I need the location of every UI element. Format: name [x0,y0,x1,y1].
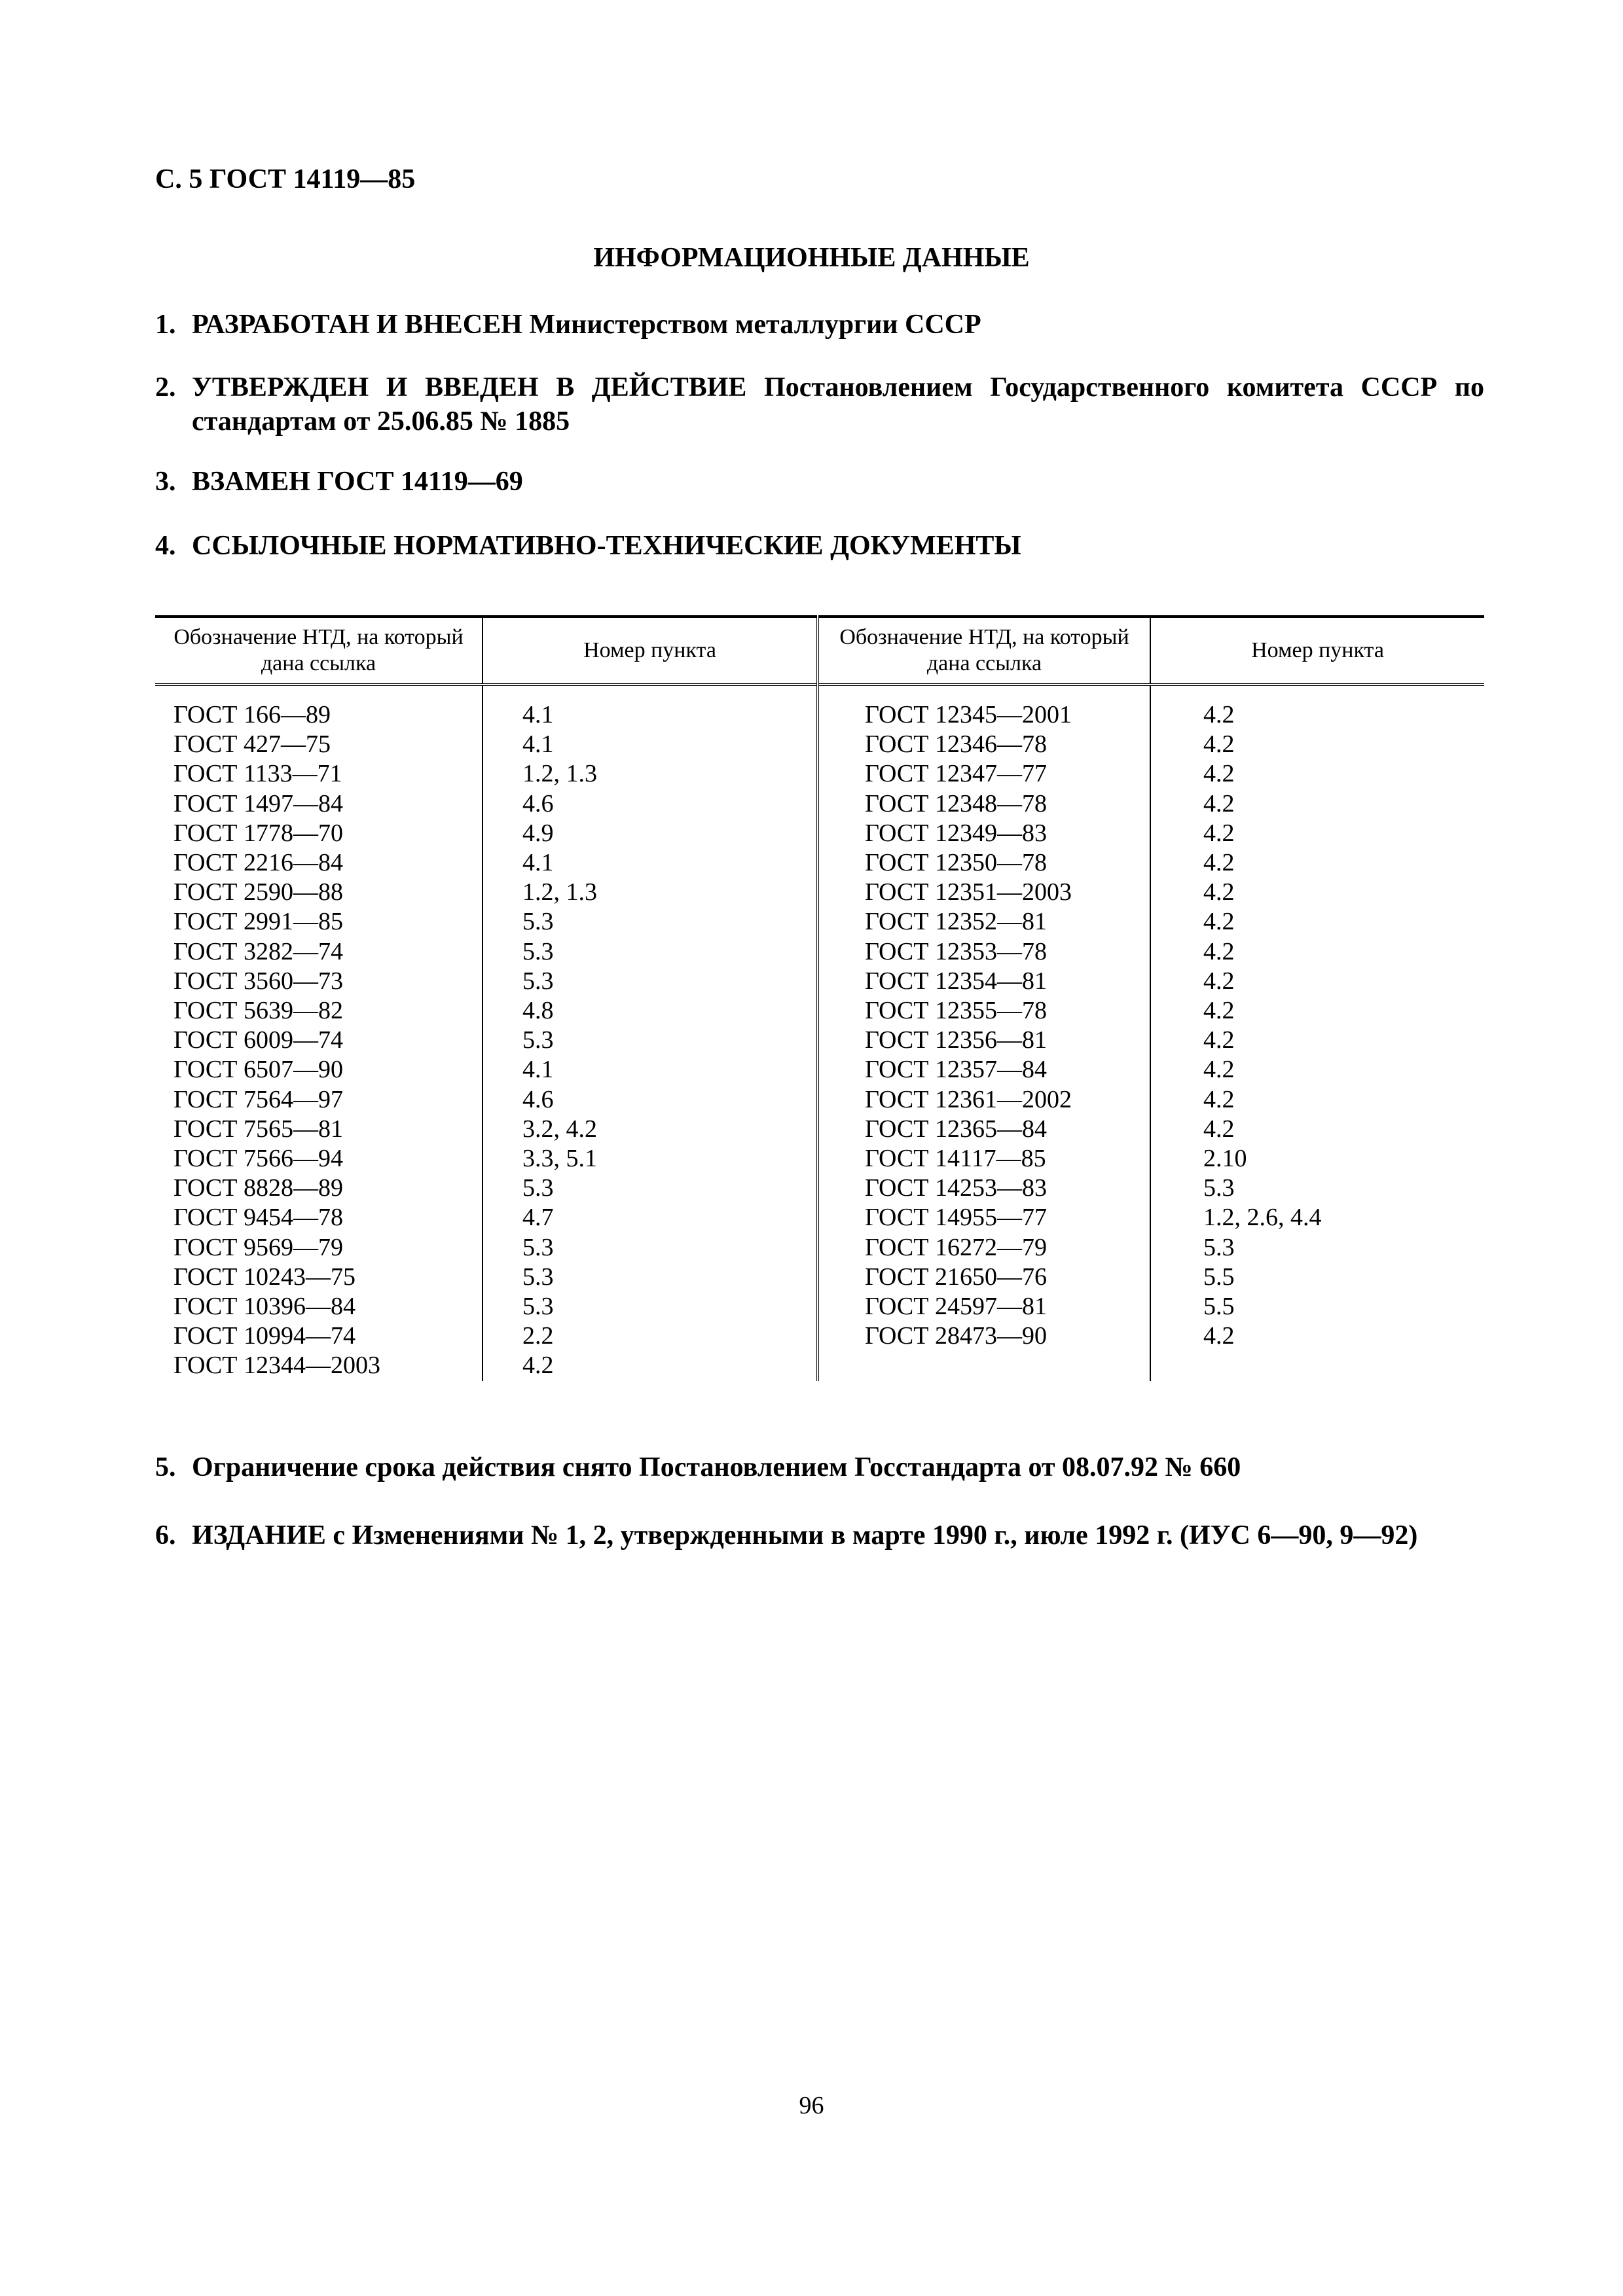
clause-cell: 4.1 [483,685,818,730]
page-header: С. 5 ГОСТ 14119—85 [155,164,416,194]
document-cell: ГОСТ 10994—74 [173,1322,356,1350]
table-row [155,685,1484,730]
document-cell: ГОСТ 12353—78 [818,937,1150,967]
table-row [155,967,1484,996]
table-row [155,1351,1484,1380]
document-cell: ГОСТ 12365—84 [818,1115,1150,1144]
document-cell: ГОСТ 427—75 [173,730,331,759]
document-cell: ГОСТ 6507—90 [173,1056,343,1084]
clause-cell: 4.2 [1150,878,1484,907]
clause-cell: 1.2, 1.3 [483,759,818,789]
document-cell: ГОСТ 12355—78 [818,996,1150,1026]
document-cell: ГОСТ 12344—2003 [173,1352,380,1380]
clause-cell: 4.9 [483,819,818,848]
item-number: 3. [155,467,176,497]
clause-cell: 4.2 [483,1351,818,1380]
document-cell: ГОСТ 7564—97 [173,1085,343,1113]
item-body [155,1450,1484,1484]
table-row [155,1233,1484,1263]
item-1 [155,308,1484,342]
item-body [155,1518,1484,1552]
document-cell [818,1351,1150,1380]
document-cell: ГОСТ 12348—78 [818,789,1150,819]
document-cell: ГОСТ 3282—74 [173,937,343,965]
clause-cell: 5.5 [1150,1292,1484,1321]
clause-cell: 3.2, 4.2 [483,1115,818,1144]
table-row [155,878,1484,907]
clause-cell: 4.2 [1150,1321,1484,1351]
document-cell: ГОСТ 12345—2001 [818,685,1150,730]
item-number: 6. [155,1520,176,1551]
clause-cell: 5.5 [1150,1263,1484,1292]
document-cell: ГОСТ 2991—85 [173,908,343,936]
clause-cell: 4.6 [483,789,818,819]
clause-cell: 3.3, 5.1 [483,1144,818,1174]
table-row [155,1203,1484,1232]
item-body [155,465,1484,499]
clause-cell: 4.2 [1150,907,1484,937]
table-row [155,996,1484,1026]
clause-cell [1150,1351,1484,1380]
document-cell: ГОСТ 12357—84 [818,1055,1150,1085]
column-header-document: Обозначение НТД, на который дана ссылка [818,617,1150,685]
document-cell: ГОСТ 2590—88 [173,878,343,906]
document-cell: ГОСТ 12350—78 [818,848,1150,878]
item-number: 2. [155,372,176,403]
item-text: Министерством металлургии СССР [522,310,981,340]
table-row [155,789,1484,819]
item-4 [155,529,1484,563]
clause-cell: 5.3 [483,1174,818,1203]
table-row [155,1321,1484,1351]
item-number: 4. [155,531,176,561]
document-cell: ГОСТ 1133—71 [173,760,342,788]
clause-cell: 5.3 [483,1026,818,1055]
clause-cell: 5.3 [483,1263,818,1292]
clause-cell: 4.2 [1150,685,1484,730]
clause-cell: 5.3 [1150,1233,1484,1263]
clause-cell: 4.2 [1150,1085,1484,1115]
table-row [155,1144,1484,1174]
clause-cell: 4.8 [483,996,818,1026]
table-row [155,1026,1484,1055]
item-lead: ВЗАМЕН ГОСТ 14119—69 [192,467,523,497]
section-title: ИНФОРМАЦИОННЫЕ ДАННЫЕ [593,243,1030,273]
reference-documents-table [155,615,1484,1381]
document-cell: ГОСТ 8828—89 [173,1174,343,1202]
clause-cell: 4.2 [1150,730,1484,759]
table-row [155,759,1484,789]
clause-cell: 4.2 [1150,1115,1484,1144]
document-cell: ГОСТ 10396—84 [173,1293,356,1321]
clause-cell: 5.3 [1150,1174,1484,1203]
column-header-document: Обозначение НТД, на который дана ссылка [173,625,464,675]
document-cell: ГОСТ 12349—83 [818,819,1150,848]
clause-cell: 4.1 [483,848,818,878]
document-cell: ГОСТ 9454—78 [173,1204,343,1232]
clause-cell: 4.2 [1150,759,1484,789]
document-cell: ГОСТ 12351—2003 [818,878,1150,907]
document-cell: ГОСТ 12347—77 [818,759,1150,789]
document-cell: ГОСТ 28473—90 [818,1321,1150,1351]
document-cell: ГОСТ 14253—83 [818,1174,1150,1203]
document-cell: ГОСТ 166—89 [173,701,331,728]
document-cell: ГОСТ 7566—94 [173,1145,343,1173]
clause-cell: 4.2 [1150,967,1484,996]
clause-cell: 5.3 [483,907,818,937]
document-cell: ГОСТ 2216—84 [173,849,343,877]
column-header-clause: Номер пункта [1150,617,1484,685]
clause-cell: 2.2 [483,1321,818,1351]
table-row [155,848,1484,878]
table-row [155,1292,1484,1321]
item-body [155,529,1484,563]
document-cell: ГОСТ 14117—85 [818,1144,1150,1174]
page-number: 96 [799,2092,824,2119]
clause-cell: 5.3 [483,1292,818,1321]
table-row [155,730,1484,759]
document-cell: ГОСТ 12354—81 [818,967,1150,996]
document-cell: ГОСТ 21650—76 [818,1263,1150,1292]
item-lead: ССЫЛОЧНЫЕ НОРМАТИВНО-ТЕХНИЧЕСКИЕ ДОКУМЕНТЫ [192,531,1021,561]
clause-cell: 2.10 [1150,1144,1484,1174]
clause-cell: 1.2, 1.3 [483,878,818,907]
document-cell: ГОСТ 6009—74 [173,1026,343,1054]
document-cell: ГОСТ 12346—78 [818,730,1150,759]
table-row [155,1115,1484,1144]
document-cell: ГОСТ 1497—84 [173,789,343,817]
item-6 [155,1518,1484,1552]
clause-cell: 4.1 [483,730,818,759]
item-lead: Ограничение срока действия снято Постановлением Госстандарта от 08.07.92 № 660 [192,1452,1241,1482]
item-body [155,370,1484,439]
column-header-clause: Номер пункта [483,617,818,685]
table-body [155,685,1484,1381]
clause-cell: 4.6 [483,1085,818,1115]
document-cell: ГОСТ 12352—81 [818,907,1150,937]
table-row [155,1085,1484,1115]
document-cell: ГОСТ 5639—82 [173,997,343,1025]
item-text: Постановлением Государственного комитета СССР по стандартам от 25.06.85 № 1885 [192,372,1484,437]
item-lead: ИЗДАНИЕ [192,1520,326,1551]
document-cell: ГОСТ 10243—75 [173,1263,356,1291]
table-header-row [155,617,1484,685]
document-cell: ГОСТ 12361—2002 [818,1085,1150,1115]
document-cell: ГОСТ 1778—70 [173,819,343,847]
clause-cell: 5.3 [483,937,818,967]
table-row [155,937,1484,967]
document-cell: ГОСТ 3560—73 [173,967,343,995]
clause-cell: 4.7 [483,1203,818,1232]
table-row [155,819,1484,848]
item-5 [155,1450,1484,1484]
document-cell: ГОСТ 12356—81 [818,1026,1150,1055]
document-cell: ГОСТ 16272—79 [818,1233,1150,1263]
table-row [155,1174,1484,1203]
item-body [155,308,1484,342]
clause-cell: 4.2 [1150,1055,1484,1085]
document-cell: ГОСТ 14955—77 [818,1203,1150,1232]
item-text: с Изменениями № 1, 2, утвержденными в марте 1990 г., июле 1992 г. (ИУС 6—90, 9—92) [325,1520,1418,1551]
table-row [155,1055,1484,1085]
clause-cell: 5.3 [483,1233,818,1263]
clause-cell: 4.2 [1150,819,1484,848]
clause-cell: 4.2 [1150,996,1484,1026]
table-row [155,1263,1484,1292]
clause-cell: 4.1 [483,1055,818,1085]
item-2 [155,370,1484,439]
document-cell: ГОСТ 7565—81 [173,1115,343,1143]
item-lead: РАЗРАБОТАН И ВНЕСЕН [192,310,522,340]
document-cell: ГОСТ 9569—79 [173,1233,343,1261]
item-number: 1. [155,310,176,340]
clause-cell: 4.2 [1150,1026,1484,1055]
item-3 [155,465,1484,499]
clause-cell: 4.2 [1150,789,1484,819]
item-number: 5. [155,1452,176,1482]
item-lead: УТВЕРЖДЕН И ВВЕДЕН В ДЕЙСТВИЕ [192,372,747,403]
clause-cell: 5.3 [483,967,818,996]
clause-cell: 4.2 [1150,937,1484,967]
table-row [155,907,1484,937]
clause-cell: 4.2 [1150,848,1484,878]
document-cell: ГОСТ 24597—81 [818,1292,1150,1321]
clause-cell: 1.2, 2.6, 4.4 [1150,1203,1484,1232]
